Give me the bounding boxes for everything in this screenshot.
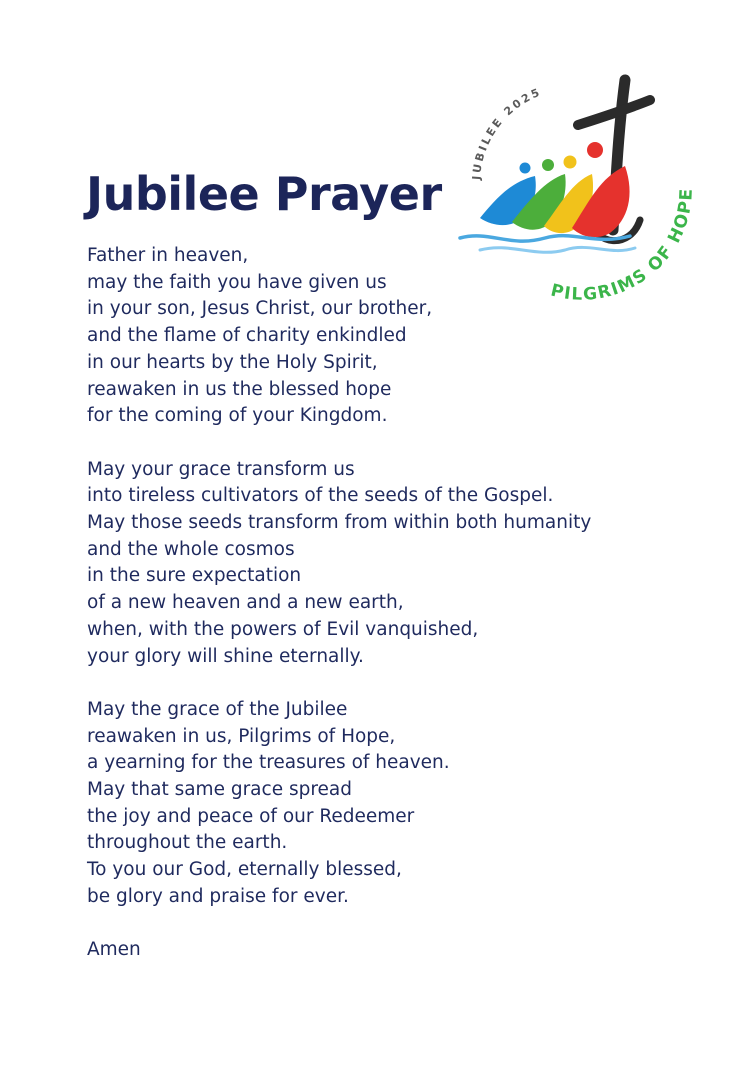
- prayer-line: May your grace transform us: [87, 458, 355, 480]
- stanza-2: [87, 457, 687, 671]
- prayer-line: your glory will shine eternally.: [87, 645, 364, 667]
- prayer-line: for the coming of your Kingdom.: [87, 405, 388, 427]
- prayer-line: May that same grace spread: [87, 779, 352, 801]
- prayer-line: in your son, Jesus Christ, our brother,: [87, 298, 433, 320]
- prayer-line: May the grace of the Jubilee: [87, 698, 348, 720]
- prayer-line: reawaken in us, Pilgrims of Hope,: [87, 725, 396, 747]
- stanza-3: [87, 697, 687, 911]
- page-title: Jubilee Prayer: [86, 167, 442, 221]
- prayer-line: reawaken in us the blessed hope: [87, 378, 392, 400]
- prayer-line: the joy and peace of our Redeemer: [87, 805, 415, 827]
- prayer-line: and the flame of charity enkindled: [87, 325, 407, 347]
- prayer-text: [87, 243, 687, 964]
- closing-amen: Amen: [87, 939, 141, 961]
- prayer-line: in our hearts by the Holy Spirit,: [87, 351, 378, 373]
- prayer-line: To you our God, eternally blessed,: [87, 859, 402, 881]
- prayer-line: a yearning for the treasures of heaven.: [87, 752, 450, 774]
- prayer-line: of a new heaven and a new earth,: [87, 592, 404, 614]
- prayer-line: may the faith you have given us: [87, 271, 387, 293]
- prayer-line: when, with the powers of Evil vanquished,: [87, 618, 479, 640]
- prayer-line: and the whole cosmos: [87, 538, 295, 560]
- stanza-1: [87, 243, 687, 430]
- prayer-line: May those seeds transform from within both humanity: [87, 512, 592, 534]
- logo-arc-bottom-text: PILGRIMS OF HOPE: [548, 187, 697, 305]
- prayer-line: Father in heaven,: [87, 245, 249, 266]
- prayer-line: throughout the earth.: [87, 832, 288, 854]
- prayer-line: be glory and praise for ever.: [87, 885, 349, 907]
- prayer-line: into tireless cultivators of the seeds of the Gospel.: [87, 485, 554, 507]
- logo-arc-top-text: JUBILEE 2025: [469, 85, 544, 181]
- prayer-line: in the sure expectation: [87, 565, 302, 587]
